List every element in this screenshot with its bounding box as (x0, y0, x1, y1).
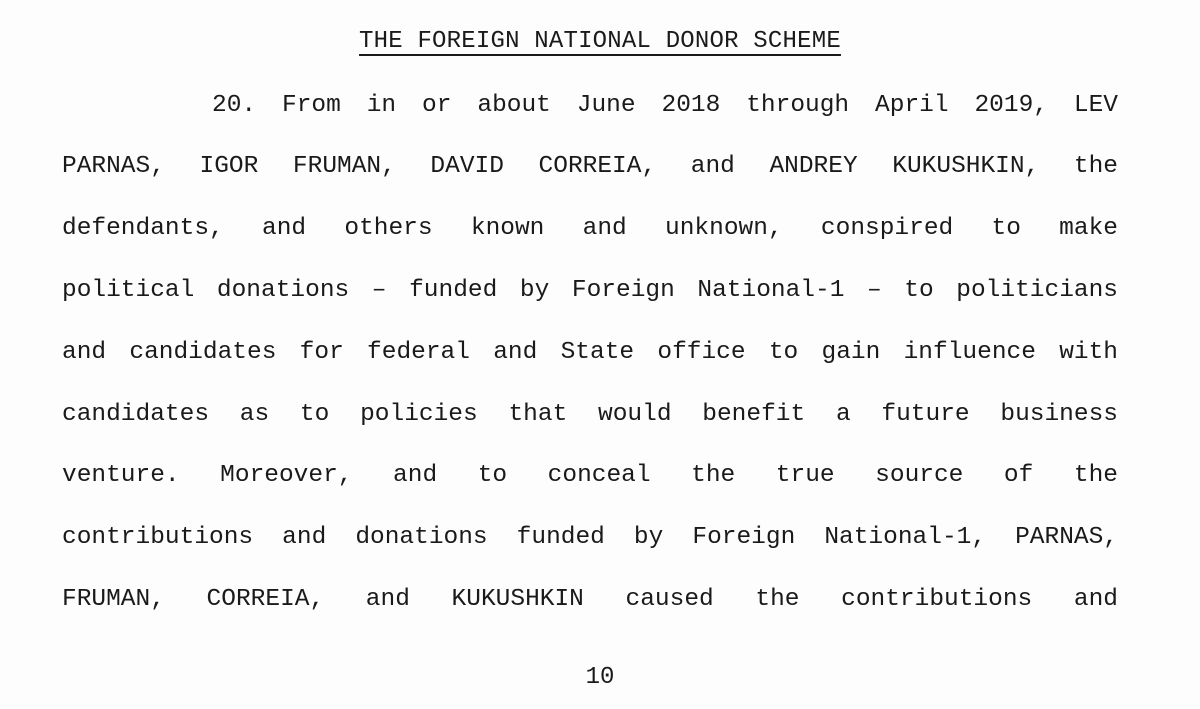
paragraph-line: contributions and donations funded by Foreign National-1, PARNAS, (62, 524, 1118, 551)
section-heading-text: THE FOREIGN NATIONAL DONOR SCHEME (359, 28, 841, 55)
page-number: 10 (585, 664, 615, 691)
paragraph-line: PARNAS, IGOR FRUMAN, DAVID CORREIA, and ANDREY KUKUSHKIN, the (62, 153, 1118, 180)
paragraph-line: 20. From in or about June 2018 through April 2019, LEV (212, 92, 1118, 119)
paragraph-line: FRUMAN, CORREIA, and KUKUSHKIN caused the contributions and (62, 586, 1118, 613)
paragraph-line: candidates as to policies that would benefit a future business (62, 401, 1118, 428)
paragraph-line: and candidates for federal and State office to gain influence with (62, 339, 1118, 366)
paragraph-line: venture. Moreover, and to conceal the true source of the (62, 462, 1118, 489)
paragraph-line: defendants, and others known and unknown, conspired to make (62, 215, 1118, 242)
paragraph-line: political donations – funded by Foreign National-1 – to politicians (62, 277, 1118, 304)
section-heading (0, 28, 1200, 55)
